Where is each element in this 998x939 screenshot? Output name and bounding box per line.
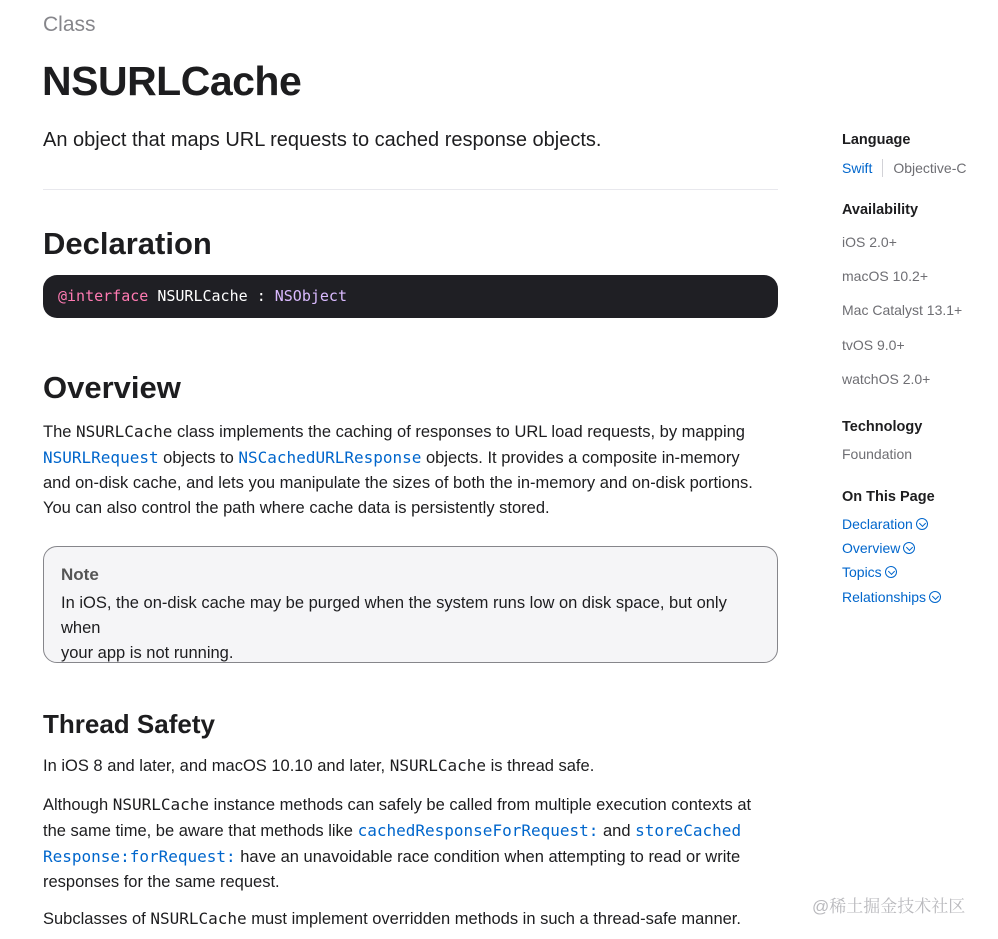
code-superclass-link[interactable]: NSObject	[274, 287, 347, 305]
otp-label: Overview	[842, 540, 901, 556]
on-this-page-heading: On This Page	[842, 489, 935, 505]
availability-heading: Availability	[842, 202, 919, 218]
text: and	[598, 822, 636, 840]
text: In iOS 8 and later, and macOS 10.10 and later,	[43, 757, 390, 775]
divider	[43, 189, 778, 190]
language-swift-link[interactable]: Swift	[842, 160, 873, 176]
store-cached-response-link-cont[interactable]: Response:forRequest:	[43, 847, 236, 866]
note-aside	[43, 546, 778, 663]
text: the same time, be aware that methods like	[43, 822, 358, 840]
text: The	[43, 423, 77, 441]
text: In iOS, the on-disk cache may be purged when the system runs low on disk space, but only when	[61, 594, 727, 637]
store-cached-response-link[interactable]: storeCached	[635, 821, 742, 840]
code-class-name: NSURLCache	[157, 287, 248, 305]
language-separator	[882, 159, 883, 177]
text: must implement overridden methods in such a thread-safe manner.	[246, 910, 741, 928]
language-toggle	[842, 159, 966, 177]
note-body	[61, 591, 760, 666]
cached-response-for-request-link[interactable]: cachedResponseForRequest:	[357, 821, 599, 840]
note-title: Note	[61, 565, 99, 584]
availability-mac-catalyst: Mac Catalyst 13.1+	[842, 302, 963, 318]
declaration-code-block	[43, 275, 778, 318]
code-keyword: @interface	[58, 287, 149, 305]
code-separator: :	[256, 287, 266, 305]
otp-label: Declaration	[842, 516, 913, 532]
watermark: @稀土掘金技术社区	[812, 897, 966, 916]
text: have an unavoidable race condition when attempting to read or write	[235, 848, 741, 866]
inline-code: NSURLCache	[389, 756, 487, 775]
otp-overview-link[interactable]	[842, 540, 915, 556]
overview-heading: Overview	[43, 370, 181, 405]
text: objects to	[158, 449, 239, 467]
thread-safety-paragraph-2	[43, 792, 778, 895]
thread-safety-paragraph-3	[43, 906, 778, 932]
technology-value[interactable]: Foundation	[842, 446, 913, 462]
availability-macos: macOS 10.2+	[842, 268, 928, 284]
inline-code: NSURLCache	[76, 422, 173, 441]
availability-tvos: tvOS 9.0+	[842, 337, 905, 353]
thread-safety-paragraph-1	[43, 753, 778, 779]
otp-label: Relationships	[842, 589, 927, 605]
inline-code: NSURLCache	[150, 909, 247, 928]
abstract: An object that maps URL requests to cached response objects.	[43, 129, 602, 151]
otp-declaration-link[interactable]	[842, 516, 928, 532]
text: objects. It provides a composite in-memory	[421, 449, 740, 467]
chevron-down-icon	[916, 518, 928, 530]
declaration-heading: Declaration	[43, 226, 212, 261]
inline-code: NSURLCache	[112, 795, 210, 814]
overview-paragraph	[43, 419, 778, 521]
text: responses for the same request.	[43, 873, 280, 891]
chevron-down-icon	[903, 542, 915, 554]
text: Although	[43, 796, 113, 814]
eyebrow-class: Class	[43, 13, 96, 36]
text: instance methods can safely be called from multiple execution contexts at	[209, 796, 752, 814]
otp-label: Topics	[842, 564, 882, 580]
otp-topics-link[interactable]	[842, 564, 897, 580]
text: Subclasses of	[43, 910, 151, 928]
page-title: NSURLCache	[42, 58, 302, 104]
otp-relationships-link[interactable]	[842, 589, 941, 605]
text: your app is not running.	[61, 644, 234, 662]
language-objc-current: Objective-C	[893, 160, 967, 176]
thread-safety-heading: Thread Safety	[43, 709, 215, 739]
chevron-down-icon	[885, 566, 897, 578]
text: You can also control the path where cache data is persistently stored.	[43, 499, 550, 517]
availability-ios: iOS 2.0+	[842, 234, 897, 250]
chevron-down-icon	[929, 591, 941, 603]
technology-heading: Technology	[842, 419, 923, 435]
availability-watchos: watchOS 2.0+	[842, 371, 931, 387]
text: class implements the caching of responses to URL load requests, by mapping	[172, 423, 745, 441]
language-heading: Language	[842, 132, 911, 148]
text: and on-disk cache, and lets you manipulate the sizes of both the in-memory and on-disk portions.	[43, 474, 753, 492]
text: is thread safe.	[486, 757, 595, 775]
nsurlrequest-link[interactable]: NSURLRequest	[43, 448, 159, 467]
nscachedurlresponse-link[interactable]: NSCachedURLResponse	[238, 448, 422, 467]
